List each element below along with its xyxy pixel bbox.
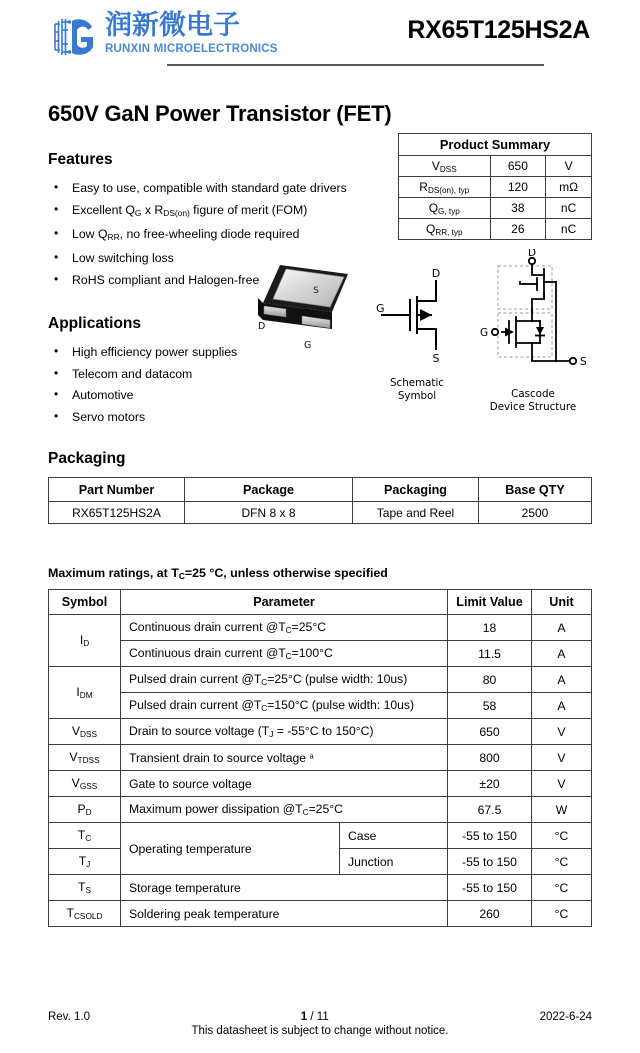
footer-top-line <box>48 1011 592 1023</box>
table-row <box>49 797 592 823</box>
product-summary-column <box>398 127 592 240</box>
cell-parameter: Transient drain to source voltage $^a$ <box>121 745 448 771</box>
table-header-row <box>49 478 592 502</box>
summary-value: 120 <box>490 177 546 198</box>
cell-value: ±20 <box>448 771 532 797</box>
cell-unit: °C <box>532 823 592 849</box>
table-row <box>49 901 592 927</box>
page-header <box>48 0 592 84</box>
footer-page-separator: / <box>307 1011 317 1023</box>
list-item: • Excellent $Q_G$ x $R_{DS(on)}$ figure of merit (FOM) <box>48 200 398 224</box>
list-item: • Easy to use, compatible with standard gate drivers <box>48 178 398 200</box>
cell-parameter: Pulsed drain current $@T_C=150^\circ C$ (pulse width: 10us) <box>121 693 448 719</box>
cell-value: -55 to 150 <box>448 823 532 849</box>
packaging-heading: Packaging <box>48 450 126 468</box>
cell-symbol: $V_{DSS}$ <box>49 719 121 745</box>
footer-page-total: 11 <box>316 1011 329 1023</box>
cell-unit: °C <box>532 849 592 875</box>
dfn-package-icon <box>254 257 362 357</box>
col-unit: Unit <box>532 590 592 615</box>
cell-symbol: $T_S$ <box>49 875 121 901</box>
col-packaging: Packaging <box>353 478 479 502</box>
table-row <box>49 693 592 719</box>
page-title: 650V GaN Power Transistor (FET) <box>48 101 392 126</box>
cell-unit: V <box>532 771 592 797</box>
product-summary-title: Product Summary <box>399 134 592 156</box>
cell-base-qty: 2500 <box>479 502 592 524</box>
schematic-caption: Schematic Symbol <box>390 377 444 402</box>
list-item: • Automotive <box>48 385 252 407</box>
package-pin-d-label: D <box>258 321 266 333</box>
product-summary-table <box>398 133 592 240</box>
col-part-number: Part Number <box>49 478 185 502</box>
table-row <box>49 502 592 524</box>
symbol-pin-d-label: D <box>431 267 441 281</box>
summary-unit: nC <box>546 219 592 240</box>
table-row <box>49 875 592 901</box>
header-part-number: RX65T125HS2A <box>407 16 590 44</box>
summary-value: 26 <box>490 219 546 240</box>
cell-value: 650 <box>448 719 532 745</box>
applications-column <box>48 291 252 428</box>
max-ratings-title: Maximum ratings, at $T_C=25$ °C, unless otherwise specified <box>48 566 388 582</box>
summary-unit: mΩ <box>546 177 592 198</box>
list-item: • High efficiency power supplies <box>48 342 252 364</box>
col-limit-value: Limit Value <box>448 590 532 615</box>
cell-unit: V <box>532 745 592 771</box>
summary-unit: V <box>546 156 592 177</box>
applications-list <box>48 342 252 428</box>
cell-parameter: Storage temperature <box>121 875 448 901</box>
cell-sub-parameter: Junction <box>340 849 448 875</box>
footer-revision: Rev. 1.0 <box>48 1011 90 1023</box>
cell-unit: °C <box>532 901 592 927</box>
cell-unit: W <box>532 797 592 823</box>
cell-value: -55 to 150 <box>448 849 532 875</box>
table-row <box>49 823 592 849</box>
cascode-structure-figure <box>474 249 592 413</box>
cell-parameter: Operating temperature <box>121 823 340 875</box>
cell-symbol: $V_{TDSS}$ <box>49 745 121 771</box>
cell-symbol: $T_J$ <box>49 849 121 875</box>
cell-value: 67.5 <box>448 797 532 823</box>
list-item: • RoHS compliant and Halogen-free <box>48 270 398 292</box>
table-row <box>49 615 592 641</box>
cell-parameter: Continuous drain current $@T_C=100^\circ C$ <box>121 641 448 667</box>
graphics-column <box>252 249 592 413</box>
cell-package: DFN 8 x 8 <box>185 502 353 524</box>
summary-symbol: $R_{DS(on), typ}$ <box>399 177 491 198</box>
cell-symbol: $T_C$ <box>49 823 121 849</box>
cell-parameter: Pulsed drain current $@T_C=25^\circ C$ (pulse width: 10us) <box>121 667 448 693</box>
applications-heading: Applications <box>48 315 142 333</box>
logo-english-name: RUNXIN MICROELECTRONICS <box>105 43 278 55</box>
cell-parameter: Soldering peak temperature <box>121 901 448 927</box>
table-row <box>399 156 592 177</box>
cell-symbol: $I_D$ <box>49 615 121 667</box>
company-logo <box>48 0 278 64</box>
package-pin-g-label: G <box>304 340 312 352</box>
list-item: • Telecom and datacom <box>48 364 252 386</box>
header-divider <box>167 64 544 66</box>
cell-parameter: Gate to source voltage <box>121 771 448 797</box>
logo-wordmark <box>105 10 278 56</box>
table-row <box>399 219 592 240</box>
table-row <box>49 719 592 745</box>
cell-value: 260 <box>448 901 532 927</box>
cell-unit: V <box>532 719 592 745</box>
svg-text:S: S <box>313 286 319 297</box>
symbol-pin-g-label: G <box>376 302 385 316</box>
cell-value: 58 <box>448 693 532 719</box>
cascode-caption <box>474 388 592 413</box>
cell-unit: A <box>532 641 592 667</box>
cascode-pin-g-label: G <box>480 327 489 340</box>
max-ratings-table <box>48 589 592 927</box>
list-item: • Servo motors <box>48 407 252 429</box>
cell-unit: A <box>532 615 592 641</box>
summary-value: 650 <box>490 156 546 177</box>
runxin-logo-icon <box>48 10 102 64</box>
cascode-structure-icon <box>474 249 592 379</box>
cell-value: 80 <box>448 667 532 693</box>
col-package: Package <box>185 478 353 502</box>
cell-packaging: Tape and Reel <box>353 502 479 524</box>
footer-page-current: 1 <box>300 1011 308 1023</box>
footer-date: 2022-6-24 <box>539 1011 592 1023</box>
summary-unit: nC <box>546 198 592 219</box>
cell-symbol: $T_{CSOLD}$ <box>49 901 121 927</box>
col-parameter: Parameter <box>121 590 448 615</box>
table-row <box>49 667 592 693</box>
cell-sub-parameter: Case <box>340 823 448 849</box>
cell-symbol: $V_{GSS}$ <box>49 771 121 797</box>
cell-unit: °C <box>532 875 592 901</box>
list-item: • Low $Q_{RR}$, no free-wheeling diode required <box>48 224 398 248</box>
package-figure <box>254 257 362 362</box>
table-row <box>399 177 592 198</box>
table-row <box>49 771 592 797</box>
cell-value: 18 <box>448 615 532 641</box>
symbol-pin-s-label: S <box>432 352 440 366</box>
cell-parameter: Maximum power dissipation $@T_C=25^\circ C$ <box>121 797 448 823</box>
cell-part-number: RX65T125HS2A <box>49 502 185 524</box>
cell-value: 11.5 <box>448 641 532 667</box>
cell-unit: A <box>532 693 592 719</box>
table-row <box>399 134 592 156</box>
page-footer <box>48 1011 592 1037</box>
summary-symbol: $V_{DSS}$ <box>399 156 491 177</box>
cell-unit: A <box>532 667 592 693</box>
cell-symbol: $I_{DM}$ <box>49 667 121 719</box>
logo-chinese-name: 润新微电子 <box>105 10 240 41</box>
list-item: • Low switching loss <box>48 248 398 270</box>
features-heading: Features <box>48 151 113 168</box>
cell-parameter: Drain to source voltage ($T_J = -55^\circ C$ to 150°C) <box>121 719 448 745</box>
summary-symbol: $Q_{G, typ}$ <box>399 198 491 219</box>
summary-value: 38 <box>490 198 546 219</box>
table-row <box>399 198 592 219</box>
cell-value: 800 <box>448 745 532 771</box>
packaging-table <box>48 477 592 524</box>
cascode-pin-s-label: S <box>580 356 587 369</box>
cascode-pin-d-label: D <box>527 249 537 260</box>
summary-symbol: $Q_{RR, typ}$ <box>399 219 491 240</box>
cascode-caption-line1: Cascode <box>511 388 555 401</box>
table-header-row <box>49 590 592 615</box>
schematic-symbol-figure <box>374 263 460 402</box>
mosfet-symbol-icon <box>374 263 460 368</box>
col-symbol: Symbol <box>49 590 121 615</box>
col-base-qty: Base QTY <box>479 478 592 502</box>
footer-notice: This datasheet is subject to change without notice. <box>191 1025 449 1037</box>
cell-symbol: $P_D$ <box>49 797 121 823</box>
cell-value: -55 to 150 <box>448 875 532 901</box>
footer-page-number <box>301 1011 329 1023</box>
table-row <box>49 745 592 771</box>
cell-parameter: Continuous drain current $@T_C=25^\circ C$ <box>121 615 448 641</box>
cascode-caption-line2: Device Structure <box>489 400 577 413</box>
table-row <box>49 641 592 667</box>
